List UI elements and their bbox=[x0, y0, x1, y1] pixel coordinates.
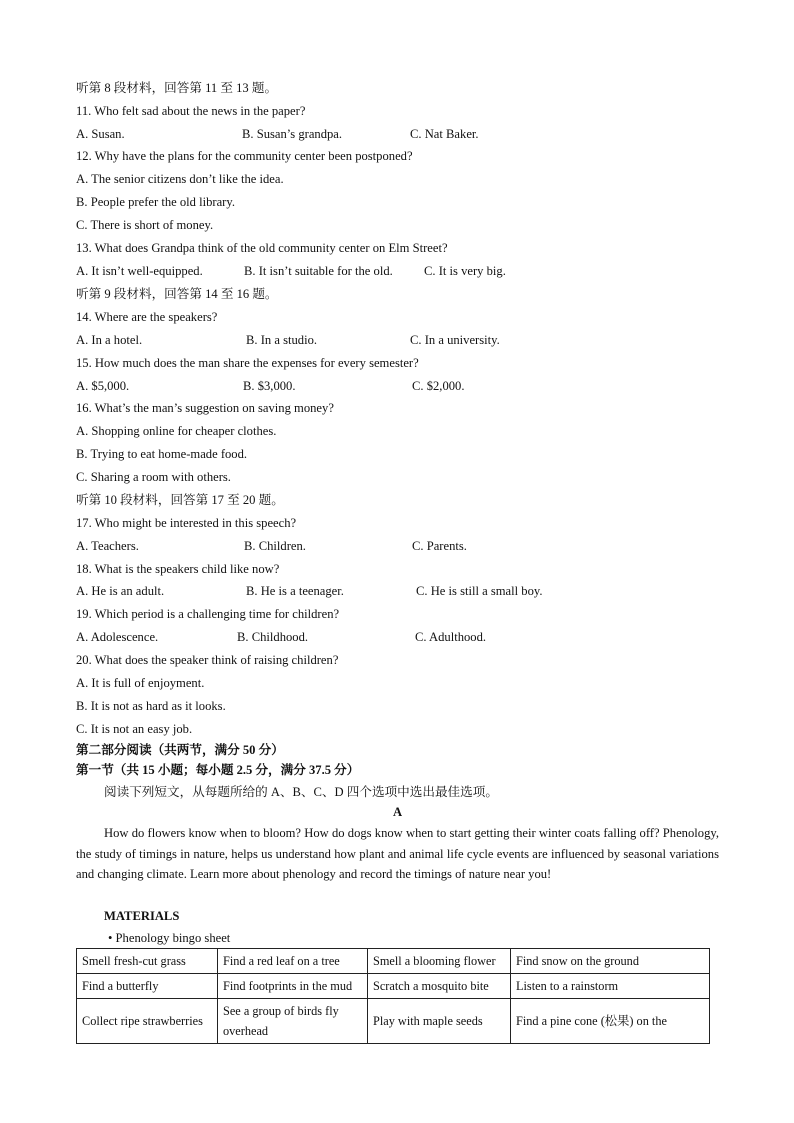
bingo-table bbox=[76, 948, 710, 1044]
table-cell: Find snow on the ground bbox=[511, 949, 710, 974]
option-a[interactable]: A. Susan. bbox=[76, 127, 125, 141]
materials-bullet: • Phenology bingo sheet bbox=[108, 931, 231, 945]
question-16-option-b[interactable]: B. Trying to eat home-made food. bbox=[76, 447, 248, 461]
option-a[interactable]: A. It isn’t well-equipped. bbox=[76, 264, 203, 278]
instruction-text: 阅读下列短文，从每题所给的 A、B、C、D 四个选项中选出最佳选项。 bbox=[104, 785, 498, 799]
part-two-title: 第二部分阅读（共两节，满分 50 分） bbox=[76, 743, 284, 757]
question-15: 15. How much does the man share the expenses for every semester? bbox=[76, 356, 419, 370]
question-17: 17. Who might be interested in this speech? bbox=[76, 516, 297, 530]
option-c[interactable]: C. Adulthood. bbox=[415, 630, 487, 644]
question-12: 12. Why have the plans for the community center been postponed? bbox=[76, 149, 413, 163]
section-one-title: 第一节（共 15 小题；每小题 2.5 分，满分 37.5 分） bbox=[76, 763, 360, 777]
option-a[interactable]: A. He is an adult. bbox=[76, 584, 165, 598]
passage-letter: A bbox=[392, 805, 403, 819]
table-row bbox=[77, 974, 710, 999]
option-c[interactable]: C. It is very big. bbox=[424, 264, 506, 278]
table-row bbox=[77, 949, 710, 974]
question-12-option-b[interactable]: B. People prefer the old library. bbox=[76, 195, 236, 209]
question-20: 20. What does the speaker think of raising children? bbox=[76, 653, 339, 667]
table-cell: Listen to a rainstorm bbox=[511, 974, 710, 999]
table-row bbox=[77, 999, 710, 1044]
table-cell: Play with maple seeds bbox=[368, 999, 511, 1044]
option-b[interactable]: B. $3,000. bbox=[243, 379, 296, 393]
question-18: 18. What is the speakers child like now? bbox=[76, 562, 280, 576]
option-a[interactable]: A. $5,000. bbox=[76, 379, 130, 393]
section-10-heading: 听第 10 段材料，回答第 17 至 20 题。 bbox=[76, 493, 284, 507]
option-b[interactable]: B. He is a teenager. bbox=[246, 584, 344, 598]
option-b[interactable]: B. Children. bbox=[244, 539, 306, 553]
option-b[interactable]: B. Childhood. bbox=[237, 630, 309, 644]
table-cell: Find footprints in the mud bbox=[218, 974, 368, 999]
option-a[interactable]: A. In a hotel. bbox=[76, 333, 143, 347]
option-c[interactable]: C. Parents. bbox=[412, 539, 467, 553]
question-14: 14. Where are the speakers? bbox=[76, 310, 218, 324]
option-a[interactable]: A. Teachers. bbox=[76, 539, 139, 553]
option-b[interactable]: B. It isn’t suitable for the old. bbox=[244, 264, 393, 278]
question-19: 19. Which period is a challenging time for children? bbox=[76, 607, 340, 621]
option-b[interactable]: B. In a studio. bbox=[246, 333, 318, 347]
table-cell: Smell fresh-cut grass bbox=[77, 949, 218, 974]
table-cell: Find a red leaf on a tree bbox=[218, 949, 368, 974]
table-cell: Scratch a mosquito bite bbox=[368, 974, 511, 999]
option-c[interactable]: C. Nat Baker. bbox=[410, 127, 479, 141]
table-cell: Find a butterfly bbox=[77, 974, 218, 999]
option-c[interactable]: C. $2,000. bbox=[412, 379, 465, 393]
table-cell: Collect ripe strawberries bbox=[77, 999, 218, 1044]
question-13: 13. What does Grandpa think of the old community center on Elm Street? bbox=[76, 241, 448, 255]
section-9-heading: 听第 9 段材料，回答第 14 至 16 题。 bbox=[76, 287, 278, 301]
question-20-option-b[interactable]: B. It is not as hard as it looks. bbox=[76, 699, 226, 713]
question-12-option-c[interactable]: C. There is short of money. bbox=[76, 218, 214, 232]
passage-paragraph: How do flowers know when to bloom? How do dogs know when to start getting their winter coats falling off? Phenology, the study of timings in nature, helps us understand how plant and animal life cycle events are influenced by seasonal variations and changing climate. Learn more about phenology and record the timings of nature near you! bbox=[76, 826, 719, 881]
question-16-option-c[interactable]: C. Sharing a room with others. bbox=[76, 470, 231, 484]
materials-heading: MATERIALS bbox=[104, 909, 180, 923]
option-a[interactable]: A. Adolescence. bbox=[76, 630, 159, 644]
question-20-option-a[interactable]: A. It is full of enjoyment. bbox=[76, 676, 205, 690]
table-cell: See a group of birds fly overhead bbox=[218, 999, 368, 1044]
question-12-option-a[interactable]: A. The senior citizens don’t like the idea. bbox=[76, 172, 284, 186]
table-cell: Find a pine cone (松果) on the bbox=[511, 999, 710, 1044]
question-16: 16. What’s the man’s suggestion on saving money? bbox=[76, 401, 334, 415]
option-b[interactable]: B. Susan’s grandpa. bbox=[242, 127, 343, 141]
question-11: 11. Who felt sad about the news in the paper? bbox=[76, 104, 306, 118]
question-20-option-c[interactable]: C. It is not an easy job. bbox=[76, 722, 193, 736]
option-c[interactable]: C. He is still a small boy. bbox=[416, 584, 543, 598]
option-c[interactable]: C. In a university. bbox=[410, 333, 500, 347]
section-8-heading: 听第 8 段材料，回答第 11 至 13 题。 bbox=[76, 81, 278, 95]
question-16-option-a[interactable]: A. Shopping online for cheaper clothes. bbox=[76, 424, 277, 438]
table-cell: Smell a blooming flower bbox=[368, 949, 511, 974]
